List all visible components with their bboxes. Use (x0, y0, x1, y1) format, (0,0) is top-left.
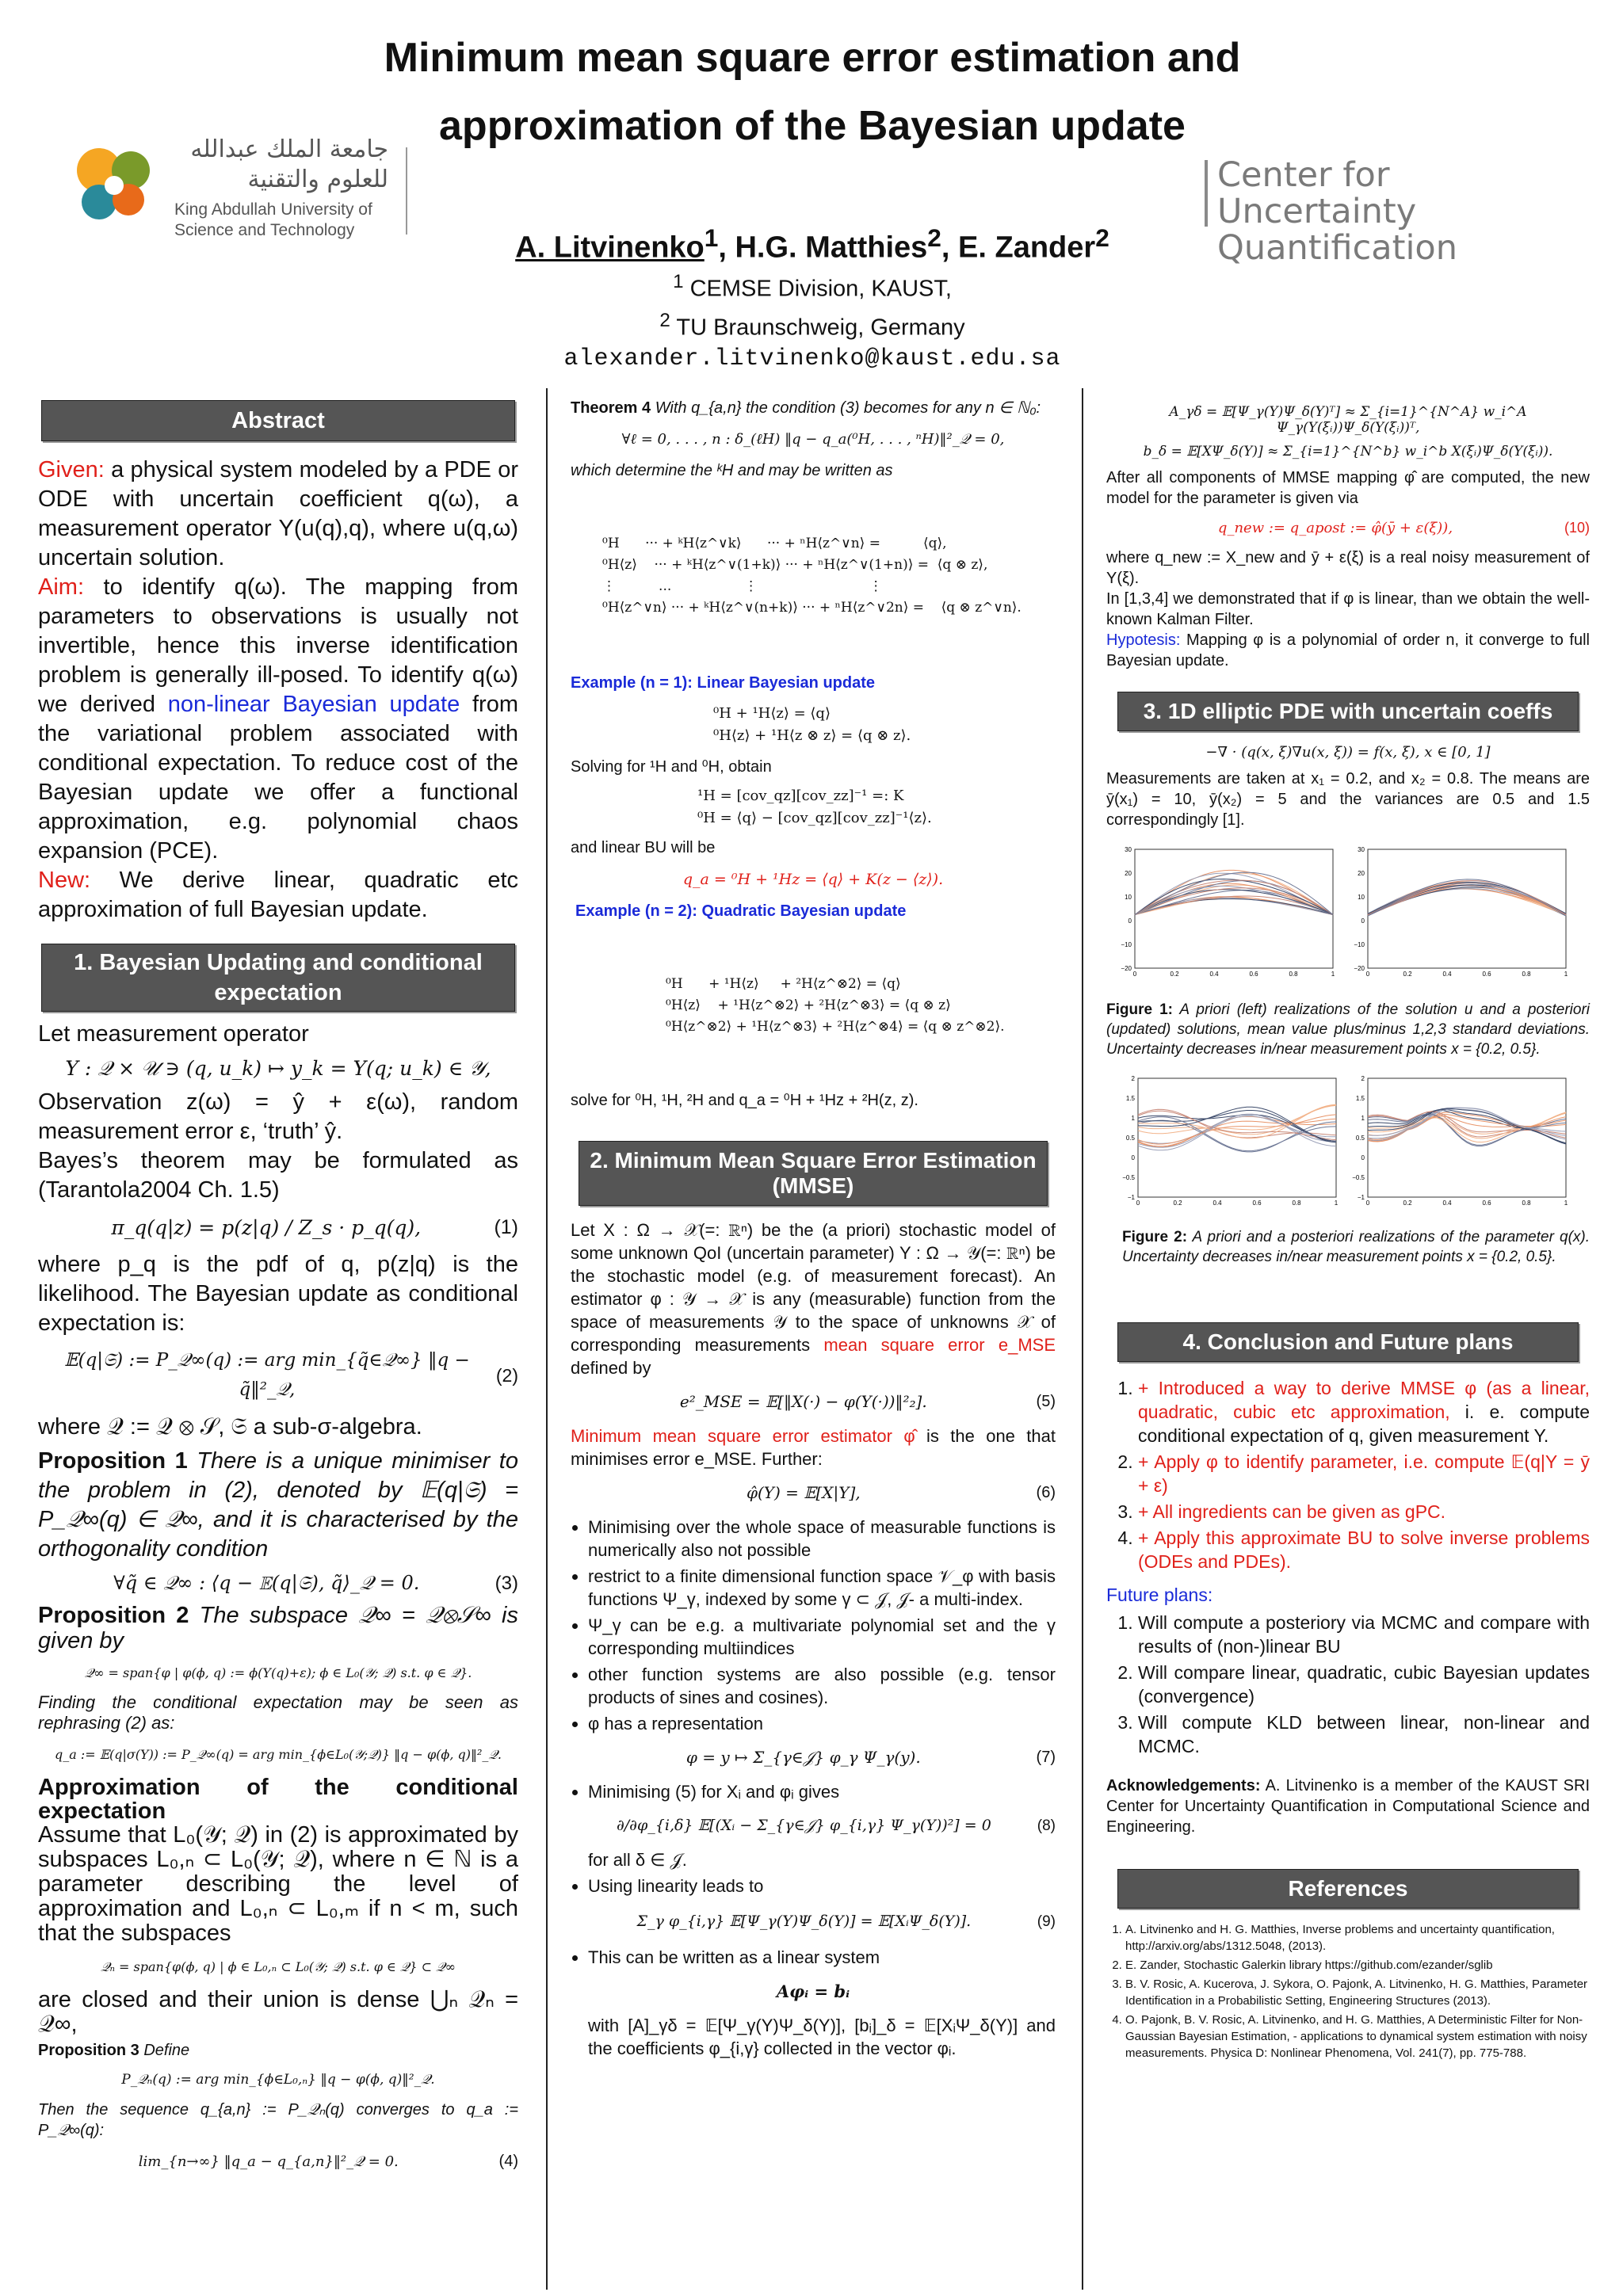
fig2-right-xtick: 0 (1365, 1199, 1370, 1207)
eq-vector-b: b_δ = 𝔼[XΨ_δ(Y)] ≈ Σ_{i=1}^{N^b} w_i^b X(ξᵢ)Ψ_δ(Y(ξᵢ)). (1143, 444, 1553, 460)
eq-2: 𝔼(q|𝔖) := P_𝒬∞(q) := arg min_{q̃∈𝒬∞} ‖q − q̃‖²_𝒬, (64, 1350, 470, 1400)
fig1-right-ytick: −20 (1354, 965, 1365, 972)
list-item: 3. Will compute KLD between linear, non-linear and MCMC. (1138, 1711, 1590, 1758)
fig2-right-ytick: 0.5 (1355, 1135, 1365, 1142)
col3-p3: In [1,3,4] we demonstrated that if φ is linear, than we obtain the well-known Kalman Filter. (1106, 590, 1590, 628)
logo-divider (406, 147, 407, 235)
fig1-left-xtick: 0 (1132, 971, 1137, 978)
fig2-right-xtick: 0.8 (1522, 1199, 1531, 1207)
figure-1-caption: Figure 1: A priori (left) realizations of the solution u and a posteriori (updated) solutions, mean value plus/minus 1,2,3 standard deviations. Uncertainty decreases in/near measurement points x = {0.2, 0.5}. (1106, 1001, 1590, 1058)
fig1-right-ytick: 30 (1358, 846, 1365, 853)
eq-linear-bu: q_a = ⁰H + ¹Hz = ⟨q⟩ + K(z − ⟨z⟩). (682, 871, 944, 888)
example-linear: Example (n = 1): Linear Bayesian update (571, 674, 876, 692)
fig1-left-frame (1135, 849, 1333, 968)
conclusion-list (1106, 1376, 1590, 1573)
kaust-arabic-name: جامعة الملك عبدالله للعلوم والتقنية (190, 135, 388, 193)
list-item: 3. + All ingredients can be given as gPC. (1138, 1500, 1590, 1524)
section3-heading: 3. 1D elliptic PDE with uncertain coeffs (1117, 692, 1579, 731)
eq-matrix-a: A_γδ = 𝔼[Ψ_γ(Y)Ψ_δ(Y)ᵀ] ≈ Σ_{i=1}^{N^A} w_i^A Ψ_γ(Y(ξᵢ))Ψ_δ(Y(ξᵢ))ᵀ, (1169, 404, 1527, 436)
fig2-left-ytick: 0 (1131, 1154, 1135, 1161)
list-item: 1. Will compute a posteriory via MCMC and compare with results of (non-)linear BU (1138, 1611, 1590, 1658)
list-item: • Ψ_γ can be e.g. a multivariate polynomial set and the γ corresponding multiindices (588, 1614, 1056, 1660)
column-divider-2 (1082, 388, 1083, 2290)
fig2-left-ytick: 1 (1131, 1115, 1135, 1122)
fig2-left-realization (1138, 1104, 1336, 1135)
author-2: , H.G. Matthies (718, 231, 928, 265)
fig2-left-frame (1138, 1078, 1336, 1197)
fig2-right-xtick: 0.6 (1482, 1199, 1491, 1207)
fig1-left-ytick: 0 (1128, 917, 1132, 925)
eq-quadratic-system: ⁰H + ¹H⟨z⟩ + ²H⟨z^⊗2⟩ = ⟨q⟩ ⁰H⟨z⟩ + ¹H⟨z^⊗2⟩ + ²H⟨z^⊗3⟩ = ⟨q ⊗ z⟩ ⁰H⟨z^⊗2⟩ + ¹H⟨z^⊗3⟩ + ²H⟨z^⊗4⟩ = ⟨q ⊗ z^⊗2⟩. (666, 976, 1005, 1035)
eq-3: ∀q̃ ∈ 𝒬∞ : ⟨q − 𝔼(q|𝔖), q̃⟩_𝒬 = 0. (113, 1572, 420, 1594)
fig1-right-xtick: 0.2 (1403, 971, 1412, 978)
list-item: 4. + Apply this approximate BU to solve inverse problems (ODEs and PDEs). (1138, 1526, 1590, 1573)
fig2-left-xtick: 0 (1136, 1199, 1140, 1207)
fig2-left-ytick: 0.5 (1125, 1135, 1135, 1142)
col2-p3: and linear BU will be (571, 839, 716, 856)
list-item: 2. E. Zander, Stochastic Galerkin library https://github.com/ezander/sglib (1125, 1957, 1590, 1974)
section2-body: Let X : Ω → 𝒳(=: ℝⁿ) be the (a priori) stochastic model of some unknown QoI (uncertain parameter) Y : Ω → 𝒴(=: ℝⁿ) be the stochastic model (e.g. of measurement forecast). An estimator φ : 𝒴 → 𝒳 is any (measurable) function from the space of measurements 𝒴 to the space of unknowns 𝒳 of corresponding measurements mean square error e_MSE defined by e²_MSE = 𝔼[‖X(·) − φ(Y(·))‖²₂]. (5) Minimum mean square error estimator φ̂ is the one that minimises error e_MSE. Further: φ̂(Y) = 𝔼[X|Y], (6) • Minimising over the whole space of measurable functions is numerically also not possible • restrict to a finite dimensional function space 𝒱_φ with basis functions Ψ_γ, indexed by some γ ⊂ 𝒥, 𝒥- a multi-index. • Ψ_γ can be e.g. a multivariate polynomial set and the γ corresponding multiindices • other function systems are also possible (e.g. tensor products of sines and cosines). • φ has a representation φ = y ↦ Σ_{γ∈𝒥} φ_γ Ψ_γ(y). (7) • Minimising (5) for Xᵢ and φᵢ gives ∂/∂φ_{i,δ} 𝔼[(Xᵢ − Σ_{γ∈𝒥} φ_{i,γ} Ψ_γ(Y))²] = 0 (8) for all δ ∈ 𝒥. • Using linearity leads to Σ_γ φ_{i,γ} 𝔼[Ψ_γ(Y)Ψ_δ(Y)] = 𝔼[XᵢΨ_δ(Y)]. (9) • This can be written as a linear system Aφᵢ = bᵢ with [A]_γδ = 𝔼[Ψ_γ(Y)Ψ_δ(Y)], [bᵢ]_δ = 𝔼[XᵢΨ_δ(Y)] and the coefficients φ_{i,γ} collected in the vector φᵢ. (571, 1219, 1056, 2060)
cuq-logo: Center for Uncertainty Quantification (1205, 157, 1577, 236)
eq-4: lim_{n→∞} ‖q_a − q_{a,n}‖²_𝒬 = 0. (138, 2153, 399, 2170)
eq-linear-solution: ¹H = [cov_qz][cov_zz]⁻¹ =: K ⁰H = ⟨q⟩ − [cov_qz][cov_zz]⁻¹⟨z⟩. (697, 788, 932, 826)
fig2-right-xtick: 1 (1564, 1199, 1568, 1207)
eq-theorem: ∀ℓ = 0, . . . , n : δ_(ℓH) ‖q − q_a(⁰H, . . . , ⁿH)‖²_𝒬 = 0, (621, 431, 1005, 448)
fig2-left-xtick: 0.6 (1252, 1199, 1262, 1207)
list-item: 1. A. Litvinenko and H. G. Matthies, Inverse problems and uncertainty quantification, http://arxiv.org/abs/1312.5048, (2013). (1125, 1921, 1590, 1955)
future-plans-label: Future plans: (1106, 1585, 1213, 1605)
acknowledgements: Acknowledgements: A. Litvinenko is a member of the KAUST SRI Center for Uncertainty Quantification in Computational Science and Engineering. (1106, 1777, 1590, 1836)
fig2-right-ytick: 1 (1361, 1115, 1365, 1122)
figure-1-plots (1106, 841, 1582, 992)
fig2-left-realization (1138, 1114, 1336, 1146)
fig2-right-ytick: −0.5 (1352, 1174, 1365, 1181)
fig1-left-ytick: 10 (1125, 894, 1132, 901)
email: alexander.litvinenko@kaust.edu.sa (563, 345, 1061, 373)
eq-1: π_q(q|z) = p(z|q) / Z_s · p_q(q), (111, 1216, 422, 1239)
fig2-right-ytick: 0 (1361, 1154, 1365, 1161)
column-2 (571, 380, 1056, 2060)
fig2-right-xtick: 0.2 (1403, 1199, 1412, 1207)
fig2-left-ytick: −0.5 (1122, 1174, 1135, 1181)
fig1-left-ytick: 20 (1125, 870, 1132, 877)
fig1-left-ytick: 30 (1125, 846, 1132, 853)
fig2-left-xtick: 1 (1334, 1199, 1338, 1207)
col3-p1: After all components of MMSE mapping φ̂ are computed, the new model for the parameter is given via (1106, 469, 1590, 507)
list-item: 2. Will compare linear, quadratic, cubic Bayesian updates (convergence) (1138, 1661, 1590, 1708)
fig2-right-ytick: 2 (1361, 1075, 1365, 1082)
col2-p4: solve for ⁰H, ¹H, ²H and q_a = ⁰H + ¹Hz + ²H(z, z). (571, 1092, 918, 1109)
list-item: • restrict to a finite dimensional function space 𝒱_φ with basis functions Ψ_γ, indexed by some γ ⊂ 𝒥, 𝒥- a multi-index. (588, 1565, 1056, 1611)
eq-qn: 𝒬ₙ = span{φ(ϕ, q) | ϕ ∈ L₀,ₙ ⊂ L₀(𝒴; 𝒬) s.t. φ ∈ 𝒬} ⊂ 𝒬∞ (100, 1959, 456, 1974)
list-item: • This can be written as a linear system (588, 1946, 1056, 1969)
section2-heading: 2. Minimum Mean Square Error Estimation (MMSE) (579, 1141, 1048, 1206)
eq-10: q_new := q_apost := φ̂(ȳ + ε(ξ)), (1217, 520, 1453, 536)
fig1-right-ytick: 20 (1358, 870, 1365, 877)
figure-2 (1106, 1069, 1590, 1227)
fig1-right-ytick: 10 (1358, 894, 1365, 901)
hypothesis: Hypotesis: Mapping φ is a polynomial of order n, it converge to full Bayesian update. (1106, 631, 1590, 669)
references-heading: References (1117, 1869, 1579, 1909)
fig1-left-ytick: −10 (1121, 941, 1132, 948)
fig2-left-ytick: 1.5 (1125, 1095, 1135, 1102)
section4-heading: 4. Conclusion and Future plans (1117, 1322, 1579, 1362)
eq-5: e²_MSE = 𝔼[‖X(·) − φ(Y(·))‖²₂]. (679, 1392, 927, 1411)
eq-system: ⁰H ··· + ᵏH⟨z^∨k⟩ ··· + ⁿH⟨z^∨n⟩ = ⟨q⟩, ⁰H⟨z⟩ ··· + ᵏH⟨z^∨(1+k)⟩ ··· + ⁿH⟨z^∨(1+n)⟩ = ⟨q ⊗ z⟩, ⋮ ... ⋮ ⋮ ⁰H⟨z^∨n⟩ ··· + ᵏH⟨z^∨(n+k)⟩ ··· + ⁿH⟨z^∨2n⟩ = ⟨q ⊗ z^∨n⟩. (602, 536, 1022, 616)
fig2-left-ytick: −1 (1127, 1194, 1135, 1201)
fig1-left-xtick: 1 (1331, 971, 1335, 978)
eq-span: 𝒬∞ = span{φ | φ(ϕ, q) := ϕ(Y(q)+ε); ϕ ∈ L₀(𝒴; 𝒬) s.t. φ ∈ 𝒬}. (84, 1665, 472, 1680)
figure-2-plots (1106, 1069, 1582, 1223)
list-item: • other function systems are also possible (e.g. tensor products of sines and cosines). (588, 1663, 1056, 1709)
eq-qa: q_a := 𝔼(q|σ(Y)) := P_𝒬∞(q) = arg min_{ϕ∈L₀(𝒴;𝒬)} ‖q − φ(ϕ, q)‖²_𝒬. (55, 1747, 502, 1762)
authors: A. Litvinenko$^1$, H.G. Matthies$^2$, E. Zander$^2$ (515, 223, 1109, 265)
figure-1 (1106, 841, 1590, 1000)
fig2-right-xtick: 0.4 (1442, 1199, 1452, 1207)
author-1: A. Litvinenko (515, 231, 705, 265)
fig1-left-ytick: −20 (1121, 965, 1132, 972)
fig2-right-ytick: −1 (1357, 1194, 1365, 1201)
eq-linear-system: ⁰H + ¹H⟨z⟩ = ⟨q⟩ ⁰H⟨z⟩ + ¹H⟨z ⊗ z⟩ = ⟨q ⊗ z⟩. (713, 705, 911, 744)
list-item: 2. + Apply φ to identify parameter, i.e. compute 𝔼(q|Y = ȳ + ε) (1138, 1450, 1590, 1497)
affiliation-2: TU Braunschweig, Germany (676, 315, 965, 341)
fig2-right-frame (1368, 1078, 1566, 1197)
section1-body: Let measurement operator Y : 𝒬 × 𝒰 ∋ (q, u_k) ↦ y_k = Y(q; u_k) ∈ 𝒴, Observation z(ω) = ŷ + ε(ω), random measurement error ε, ‘truth’ ŷ. Bayes’s theorem may be formulated as (Tarantola2004 Ch. 1.5) π_q(q|z) = p(z|q) / Z_s · p_q(q), (1) where p_q is the pdf of q, p(z|q) is the likelihood. The Bayesian update as conditional expectation is: 𝔼(q|𝔖) := P_𝒬∞(q) := arg min_{q̃∈𝒬∞} ‖q − q̃‖²_𝒬, (2) where 𝒬 := 𝒬 ⊗ 𝒮, 𝔖 a sub-σ-algebra. Proposition 1 There is a unique minimiser to the problem in (2), denoted by 𝔼(q|𝔖) = P_𝒬∞(q) ∈ 𝒬∞, and it is characterised by the orthogonality condition ∀q̃ ∈ 𝒬∞ : ⟨q − 𝔼(q|𝔖), q̃⟩_𝒬 = 0. (3) Proposition 2 The subspace 𝒬∞ = 𝒬⊗𝒮∞ is given by 𝒬∞ = span{φ | φ(ϕ, q) := ϕ(Y(q)+ε); ϕ ∈ L₀(𝒴; 𝒬) s.t. φ ∈ 𝒬}. Finding the conditional expectation may be seen as rephrasing (2) as: q_a := 𝔼(q|σ(Y)) := P_𝒬∞(q) = arg min_{ϕ∈L₀(𝒴;𝒬)} ‖q − φ(ϕ, q)‖²_𝒬. Approximation of the conditional expectation Assume that L₀(𝒴; 𝒬) in (2) is approximated by subspaces L₀,ₙ ⊂ L₀(𝒴; 𝒬), where n ∈ ℕ is a parameter describing the level of approximation and L₀,ₙ ⊂ L₀,ₘ if n < m, such that the subspaces 𝒬ₙ = span{φ(ϕ, q) | ϕ ∈ L₀,ₙ ⊂ L₀(𝒴; 𝒬) s.t. φ ∈ 𝒬} ⊂ 𝒬∞ are closed and their union is dense ⋃ₙ 𝒬ₙ = 𝒬∞, Proposition 3 Define P_𝒬ₙ(q) := arg min_{ϕ∈L₀,ₙ} ‖q − φ(ϕ, q)‖²_𝒬. Then the sequence q_{a,n} := P_𝒬ₙ(q) converges to q_a := P_𝒬∞(q): lim_{n→∞} ‖q_a − q_{a,n}‖²_𝒬 = 0. (4) (38, 1020, 518, 2176)
section1-heading: 1. Bayesian Updating and conditional expectation (41, 944, 515, 1012)
column-divider-1 (546, 388, 548, 2290)
fig1-left-xtick: 0.6 (1249, 971, 1258, 978)
poster-title: Minimum mean square error estimation and approximation of the Bayesian update (384, 35, 1241, 149)
future-list (1106, 1611, 1590, 1758)
fig1-right-xtick: 0.6 (1482, 971, 1491, 978)
mmse-bullets (571, 1516, 1056, 1735)
abstract-text: Given: a physical system modeled by a PDE or ODE with uncertain coefficient q(ω), a measurement operator Y(u(q),q), where u(q,ω) uncertain solution. Aim: to identify q(ω). The mapping from parameters to observations is usually not invertible, hence this inverse identification problem is generally ill-posed. To identify q(ω) we derived non-linear Bayesian update from the variational problem associated with conditional expectation. To reduce cost of the Bayesian update we offer a functional approximation, e.g. polynomial chaos expansion (PCE). New: We derive linear, quadratic etc approximation of full Bayesian update. (38, 457, 519, 922)
eq-linear-system-ab: Aφᵢ = bᵢ (776, 1981, 850, 2001)
col2-p1: which determine the ᵏH and may be written as (571, 462, 893, 479)
list-item: 3. B. V. Rosic, A. Kucerova, J. Sykora, O. Pajonk, A. Litvinenko, H. G. Matthies, Parameter Identification in a Probabilistic Setting, Engineering Structures (2013). (1125, 1976, 1590, 2009)
col2-p2: Solving for ¹H and ⁰H, obtain (571, 758, 772, 776)
list-item: • φ has a representation (588, 1712, 1056, 1735)
theorem-4: Theorem 4 With q_{a,n} the condition (3) becomes for any n ∈ ℕ₀: (571, 399, 1041, 417)
eq-8: ∂/∂φ_{i,δ} 𝔼[(Xᵢ − Σ_{γ∈𝒥} φ_{i,γ} Ψ_γ(Y))²] = 0 (616, 1817, 991, 1834)
fig1-left-xtick: 0.2 (1170, 971, 1179, 978)
author-3: , E. Zander (941, 231, 1096, 265)
list-item: • Using linearity leads to (588, 1875, 1056, 1897)
fig1-right-xtick: 1 (1564, 971, 1568, 978)
column-1 (38, 380, 518, 2183)
affiliations: $^1$ CEMSE Division, KAUST, $^2$ TU Braunschweig, Germany alexander.litvinenko@kaust.edu.sa (380, 266, 1244, 375)
list-item: • Minimising over the whole space of measurable functions is numerically also not possible (588, 1516, 1056, 1562)
list-item: 4. O. Pajonk, B. V. Rosic, A. Litvinenko, and H. G. Matthies, A Deterministic Filter for Non-Gaussian Bayesian Estimation, - applications to dynamical system estimation with noisy measurements. Physica D: Nonlinear Phenomena, Vol. 241(7), pp. 775-788. (1125, 2012, 1590, 2061)
kaust-english-name: King Abdullah University of Science and Technology (174, 200, 372, 239)
fig1-right-xtick: 0.8 (1522, 971, 1531, 978)
kaust-emblem-icon (63, 135, 166, 238)
references-list (1106, 1921, 1590, 2061)
fig2-left-xtick: 0.4 (1212, 1199, 1222, 1207)
approximation-subheading: Approximation of the conditional expectation (38, 1775, 518, 1824)
fig1-right-ytick: −10 (1354, 941, 1365, 948)
fig1-right-frame (1368, 849, 1566, 968)
fig2-left-xtick: 0.8 (1292, 1199, 1301, 1207)
list-item: 1. + Introduced a way to derive MMSE φ (as a linear, quadratic, cubic etc approximation, i. e. compute conditional expectation of q, given measurement Y. (1138, 1376, 1590, 1447)
col3-p4: Measurements are taken at x₁ = 0.2, and x₂ = 0.8. The means are ȳ(x₁) = 10, ȳ(x₂) = 5 and the variances are 0.5 and 1.5 correspondingly [1]. (1106, 770, 1590, 829)
fig2-left-xtick: 0.2 (1173, 1199, 1182, 1207)
kaust-logo (63, 135, 388, 246)
col3-p2: where q_new := X_new and ȳ + ε(ξ) is a real noisy measurement of Y(ξ). (1106, 549, 1590, 587)
eq-pqn: P_𝒬ₙ(q) := arg min_{ϕ∈L₀,ₙ} ‖q − φ(ϕ, q)‖²_𝒬. (121, 2072, 435, 2088)
eq-6: φ̂(Y) = 𝔼[X|Y], (746, 1483, 861, 1502)
fig1-left-xtick: 0.4 (1209, 971, 1219, 978)
fig1-left-xtick: 0.8 (1289, 971, 1298, 978)
abstract-heading: Abstract (41, 400, 515, 441)
eq-measurement-operator: Y : 𝒬 × 𝒰 ∋ (q, u_k) ↦ y_k = Y(q; u_k) ∈ 𝒴, (65, 1057, 491, 1080)
fig2-left-ytick: 2 (1131, 1075, 1135, 1082)
eq-7: φ = y ↦ Σ_{γ∈𝒥} φ_γ Ψ_γ(y). (685, 1748, 921, 1767)
fig1-right-xtick: 0.4 (1442, 971, 1452, 978)
affiliation-1: CEMSE Division, KAUST, (689, 276, 952, 302)
list-item: • Minimising (5) for Xᵢ and φᵢ gives (588, 1780, 1056, 1803)
figure-2-caption: Figure 2: A priori and a posteriori realizations of the parameter q(x). Uncertainty decreases in/near measurement points x = {0.2, 0.5}. (1122, 1229, 1590, 1265)
column-3: A_γδ = 𝔼[Ψ_γ(Y)Ψ_δ(Y)ᵀ] ≈ Σ_{i=1}^{N^A} w_i^A Ψ_γ(Y(ξᵢ))Ψ_δ(Y(ξᵢ))ᵀ, b_δ = 𝔼[XΨ_δ(Y)] ≈ Σ_{i=1}^{N^b} w_i^b X(ξᵢ)Ψ_δ(Y(ξᵢ)). After all components of MMSE mapping φ̂ are computed, the new model for the parameter is given via q_new := q_apost := φ̂(ȳ + ε(ξ)), (10) where q_new := X_new and ȳ + ε(ξ) is a real noisy measurement of Y(ξ). In [1,3,4] we demonstrated that if φ is linear, than we obtain the well-known Kalman Filter. Hypotesis: Mapping φ is a polynomial of order n, it converge to full Bayesian update. 3. 1D elliptic PDE with uncertain coeffs −∇ · (q(x, ξ)∇u(x, ξ)) = f(x, ξ), x ∈ [0, 1] Measurements are taken at x₁ = 0.2, and x₂ = 0.8. The means are ȳ(x₁) = 10, ȳ(x₂) = 5 and the variances are 0.5 and 1.5 correspondingly [1]. 30 20 10 0 −10 −20 0 0.2 0.4 0.6 0.8 1 30 20 10 0 −10 −20 0 0.2 0.4 0.6 0.8 1 Figure 1: A priori (left) realizations of the solution u and a posteriori (updated) solutions, mean value plus/minus 1,2,3 standard deviations. Uncertainty decreases in/near measurement points x = {0.2, 0.5}. 2 1.5 1 0.5 0 −0.5 −1 0 0.2 0.4 0.6 0.8 1 2 1.5 1 0.5 0 −0.5 −1 0 0.2 0.4 0.6 0.8 1 Figure 2: A priori and a posteriori realizations of the parameter q(x). Uncertainty decreases in/near measurement points x = {0.2, 0.5}. 4. Conclusion and Future plans 1. + Introduced a way to derive MMSE φ (as a linear, quadratic, cubic etc approximation, i. e. compute conditional expectation of q, given measurement Y. 2. + Apply φ to identify parameter, i.e. compute 𝔼(q|Y = ȳ + ε) 3. + All ingredients can be given as gPC. 4. + Apply this approximate BU to solve inverse problems (ODEs and PDEs). Future plans: 1. Will compute a posteriory via MCMC and compare with results of (non-)linear BU 2. Will compare linear, quadratic, cubic Bayesian updates (convergence) 3. Will compute KLD between linear, non-linear and MCMC. Acknowledgements: A. Litvinenko is a member of the KAUST SRI Center for Uncertainty Quantification in Computational Science and Engineering. References 1. A. Litvinenko and H. G. Matthies, Inverse problems and uncertainty quantification, http://arxiv.org/abs/1312.5048, (2013). 2. E. Zander, Stochastic Galerkin library https://github.com/ezander/sglib 3. B. V. Rosic, A. Kucerova, J. Sykora, O. Pajonk, A. Litvinenko, H. G. Matthies, Parameter Identification in a Probabilistic Setting, Engineering Structures (2013). 4. O. Pajonk, B. V. Rosic, A. Litvinenko, and H. G. Matthies, A Deterministic Filter for Non-Gaussian Bayesian Estimation, - applications to dynamical system estimation with noisy measurements. Physica D: Nonlinear Phenomena, Vol. 241(7), pp. 775-788. (1106, 380, 1590, 2064)
example-quadratic: Example (n = 2): Quadratic Bayesian update (575, 902, 907, 920)
fig1-right-ytick: 0 (1361, 917, 1365, 925)
fig1-right-xtick: 0 (1365, 971, 1370, 978)
eq-9: Σ_γ φ_{i,γ} 𝔼[Ψ_γ(Y)Ψ_δ(Y)] = 𝔼[XᵢΨ_δ(Y)]. (636, 1913, 972, 1930)
fig2-right-ytick: 1.5 (1355, 1095, 1365, 1102)
eq-pde: −∇ · (q(x, ξ)∇u(x, ξ)) = f(x, ξ), x ∈ [0, 1] (1205, 744, 1491, 761)
